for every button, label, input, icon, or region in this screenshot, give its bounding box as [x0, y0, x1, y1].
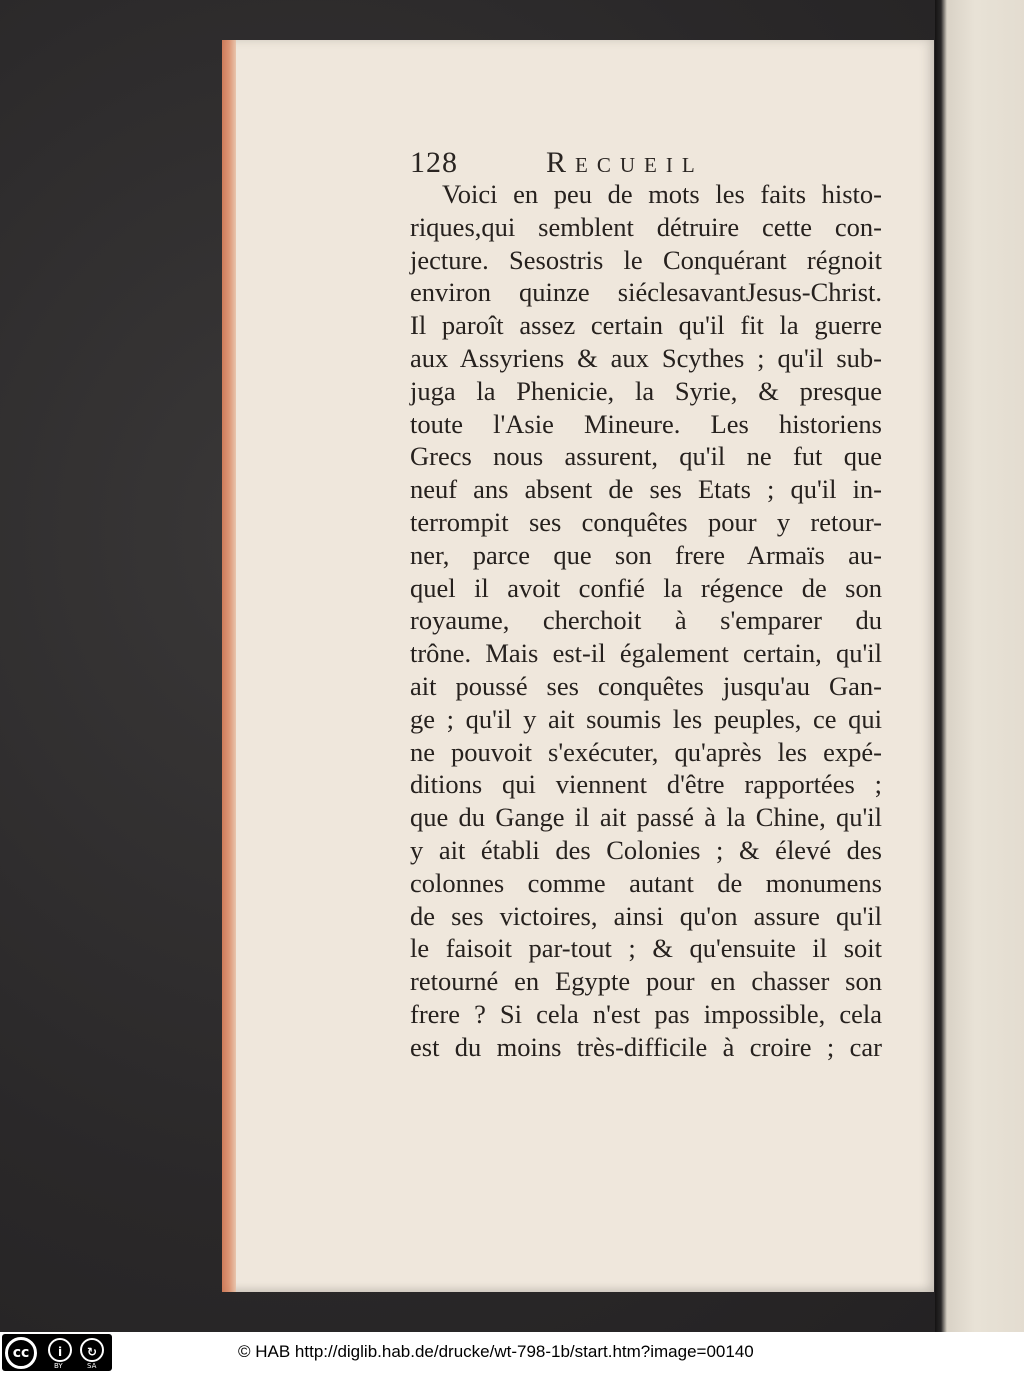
body-text: [410, 178, 882, 1064]
cc-license-badge[interactable]: [2, 1334, 112, 1371]
text-line: trône. Mais est-il également certain, qu'il: [410, 638, 882, 669]
text-line: frere ? Si cela n'est pas impossible, cela: [410, 998, 882, 1029]
license-by-label: BY: [54, 1362, 63, 1370]
text-line: terrompit ses conquêtes pour y retour-: [410, 506, 882, 537]
text-line: retourné en Egypte pour en chasser son: [410, 966, 882, 997]
text-line: riques,qui semblent détruire cette con-: [410, 211, 882, 242]
footer-bar: [0, 1332, 1024, 1373]
text-line: le faisoit par-tout ; & qu'ensuite il soit: [410, 933, 882, 964]
license-sa-label: SA: [87, 1362, 97, 1370]
share-alike-icon: ↻: [80, 1338, 104, 1362]
text-line: jecture. Sesostris le Conquérant régnoit: [410, 244, 882, 275]
text-line: colonnes comme autant de monumens: [410, 867, 882, 898]
text-line: environ quinze siéclesavantJesus-Christ.: [410, 277, 882, 308]
attribution-icon: i: [48, 1338, 72, 1362]
attribution-link[interactable]: © HAB http://diglib.hab.de/drucke/wt-798-1b/start.htm?image=00140: [238, 1342, 754, 1361]
text-line: toute l'Asie Mineure. Les historiens: [410, 408, 882, 439]
text-line: Il paroît assez certain qu'il fit la guerre: [410, 310, 882, 341]
text-line: ditions qui viennent d'être rapportées ;: [410, 769, 882, 800]
text-line: aux Assyriens & aux Scythes ; qu'il sub-: [410, 342, 882, 373]
text-line: ner, parce que son frere Armaïs au-: [410, 539, 882, 570]
text-line: est du moins très-difficile à croire ; car: [410, 1031, 882, 1062]
text-line: y ait établi des Colonies ; & élevé des: [410, 834, 882, 865]
page-number: 128: [410, 146, 458, 179]
text-line: Voici en peu de mots les faits histo-: [442, 179, 882, 209]
text-line: royaume, cherchoit à s'emparer du: [410, 605, 882, 636]
facing-page-edge: [935, 0, 1024, 1332]
text-line: juga la Phenicie, la Syrie, & presque: [410, 375, 882, 406]
cc-icon: cc: [5, 1337, 37, 1369]
text-line: Grecs nous assurent, qu'il ne fut que: [410, 441, 882, 472]
text-line: ait poussé ses conquêtes jusqu'au Gan-: [410, 670, 882, 701]
red-page-edge: [222, 40, 236, 1292]
text-line: quel il avoit confié la régence de son: [410, 572, 882, 603]
text-line: ne pouvoit s'exécuter, qu'après les expé-: [410, 736, 882, 767]
running-title: Recueil: [546, 146, 704, 179]
text-line: neuf ans absent de ses Etats ; qu'il in-: [410, 474, 882, 505]
text-line: que du Gange il ait passé à la Chine, qu'il: [410, 802, 882, 833]
text-line: ge ; qu'il y ait soumis les peuples, ce qui: [410, 703, 882, 734]
text-line: de ses victoires, ainsi qu'on assure qu'il: [410, 900, 882, 931]
